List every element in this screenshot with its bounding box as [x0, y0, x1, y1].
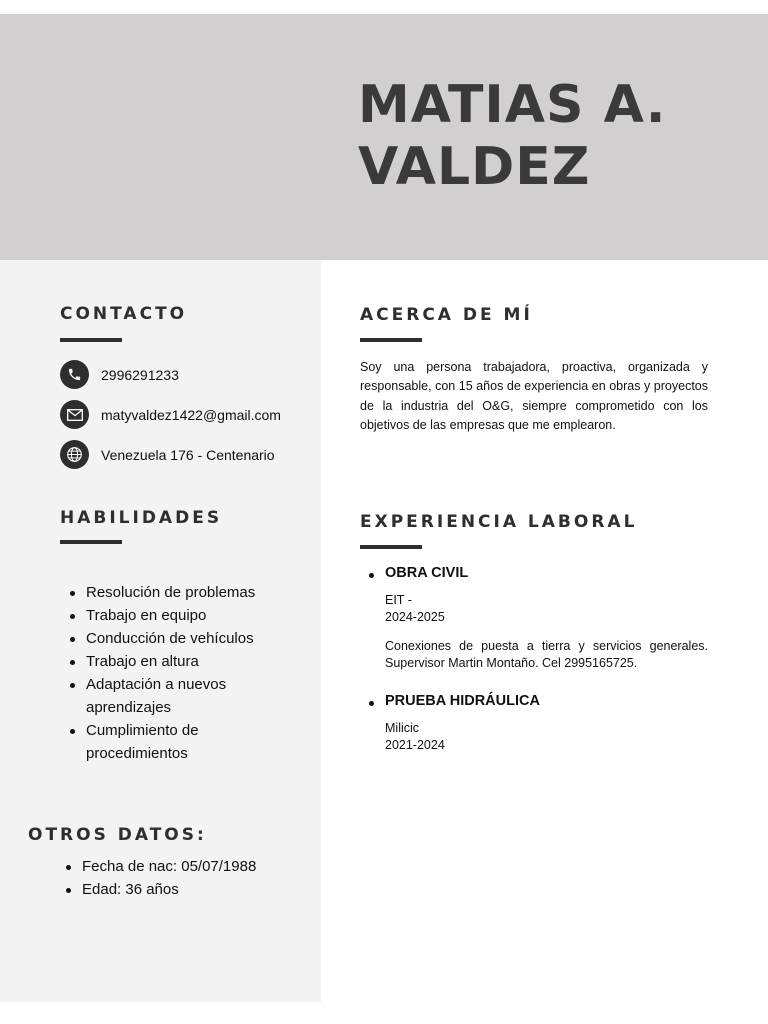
- skill-item: Conducción de vehículos: [60, 627, 290, 650]
- contact-phone[interactable]: 2996291233: [101, 366, 179, 383]
- contact-address: Venezuela 176 - Centenario: [101, 446, 275, 463]
- person-name: [358, 74, 667, 198]
- other-list: [56, 855, 306, 901]
- job-period: 2021-2024: [385, 737, 445, 752]
- contact-email[interactable]: matyvaldez1422@gmail.com: [101, 406, 281, 423]
- job-details: [368, 592, 708, 671]
- contact-heading: CONTACTO: [60, 304, 188, 324]
- skills-heading-underline: [60, 540, 122, 544]
- skill-item: Trabajo en altura: [60, 650, 290, 673]
- contact-phone-row: [60, 360, 179, 389]
- job-details: [368, 720, 708, 753]
- job-company: Milicic: [385, 721, 420, 735]
- skill-item: Adaptación a nuevos aprendizajes: [60, 673, 240, 719]
- skill-item: Resolución de problemas: [60, 581, 290, 604]
- job-entry: [368, 693, 708, 753]
- other-item: Edad: 36 años: [56, 878, 306, 901]
- globe-icon: [60, 440, 89, 469]
- about-heading: ACERCA DE MÍ: [360, 305, 533, 325]
- job-title: OBRA CIVIL: [368, 565, 708, 581]
- job-title: PRUEBA HIDRÁULICA: [368, 693, 708, 709]
- phone-icon: [60, 360, 89, 389]
- job-description: Conexiones de puesta a tierra y servicios generales. Supervisor Martin Montaño. Cel 2995165725.: [385, 639, 708, 670]
- contact-heading-underline: [60, 338, 122, 342]
- job-company: EIT -: [385, 593, 412, 607]
- job-period: 2024-2025: [385, 609, 445, 624]
- other-heading: OTROS DATOS:: [28, 825, 207, 845]
- skill-item: Trabajo en equipo: [60, 604, 290, 627]
- name-line-2: VALDEZ: [358, 137, 591, 197]
- skills-heading: HABILIDADES: [60, 508, 223, 528]
- skill-item: Cumplimiento de procedimientos: [60, 719, 230, 765]
- contact-email-row: [60, 400, 281, 429]
- mail-icon: [60, 400, 89, 429]
- about-heading-underline: [360, 338, 422, 342]
- about-text: Soy una persona trabajadora, proactiva, organizada y responsable, con 15 años de experiencia en obras y proyectos de la industria del O&G, siempre comprometido con los objetivos de las empresas que me emplearon.: [360, 360, 708, 432]
- name-line-1: MATIAS A.: [358, 75, 667, 135]
- other-item: Fecha de nac: 05/07/1988: [56, 855, 306, 878]
- experience-heading: EXPERIENCIA LABORAL: [360, 512, 638, 532]
- contact-address-row: [60, 440, 275, 469]
- skills-list: [60, 581, 290, 765]
- job-entry: [368, 565, 708, 671]
- experience-heading-underline: [360, 545, 422, 549]
